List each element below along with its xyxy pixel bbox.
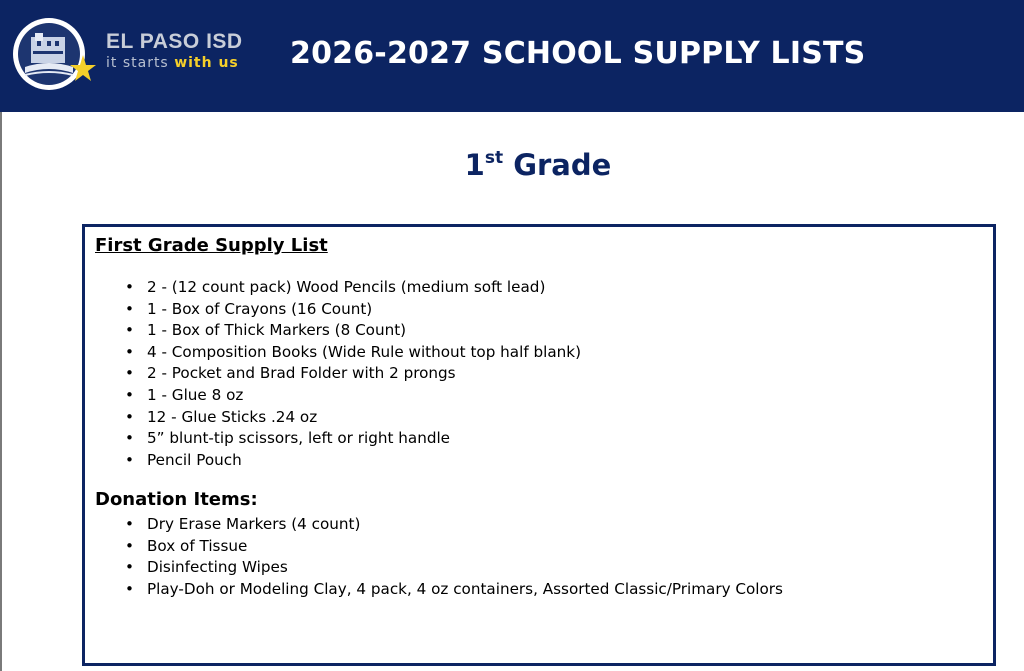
supply-list: [125, 277, 582, 471]
tagline-accent: with us: [174, 55, 239, 71]
brand-tagline: [106, 55, 243, 71]
list-item: [125, 320, 581, 342]
grade-title: [0, 148, 1024, 182]
bullet-icon: •: [125, 515, 134, 533]
grade-label: Grade: [503, 148, 612, 182]
bullet-icon: •: [125, 278, 134, 296]
bullet-icon: •: [125, 299, 134, 318]
brand-name: EL PASO ISD: [106, 30, 243, 53]
list-item: [125, 363, 581, 385]
list-item: [125, 557, 783, 579]
bullet-icon: •: [125, 450, 134, 469]
donation-heading: Donation Items:: [95, 489, 258, 510]
list-item-text: Box of Tissue: [147, 536, 248, 555]
list-item-text: 2 - (12 count pack) Wood Pencils (medium soft lead): [147, 278, 546, 296]
list-item: [125, 385, 581, 407]
page-header: [0, 0, 1024, 112]
list-item: [125, 450, 581, 472]
brand-block: [106, 30, 243, 71]
bullet-icon: •: [125, 364, 134, 383]
bullet-icon: •: [125, 429, 134, 448]
list-item-text: 2 - Pocket and Brad Folder with 2 prongs: [147, 364, 456, 383]
bullet-icon: •: [125, 342, 134, 361]
list-item: [125, 514, 783, 536]
list-item: [125, 579, 783, 601]
list-item-text: 4 - Composition Books (Wide Rule without top half blank): [147, 342, 582, 361]
list-item-text: 5” blunt-tip scissors, left or right handle: [147, 429, 451, 448]
list-item: [125, 299, 581, 321]
list-item-text: 1 - Box of Thick Markers (8 Count): [147, 321, 407, 340]
list-item-text: Disinfecting Wipes: [147, 558, 288, 577]
supply-list-box: [82, 224, 996, 666]
donation-list: [125, 514, 783, 600]
bullet-icon: •: [125, 558, 134, 577]
supply-list-heading: First Grade Supply List: [95, 235, 328, 256]
list-item-text: 12 - Glue Sticks .24 oz: [147, 407, 318, 426]
bullet-icon: •: [125, 407, 134, 426]
list-item-text: Dry Erase Markers (4 count): [147, 515, 361, 533]
tagline-prefix: it starts: [106, 55, 175, 71]
list-item-text: 1 - Box of Crayons (16 Count): [147, 299, 373, 318]
list-item-text: Play-Doh or Modeling Clay, 4 pack, 4 oz containers, Assorted Classic/Primary Colors: [147, 579, 783, 598]
bullet-icon: •: [125, 321, 134, 340]
left-divider: [0, 112, 2, 671]
list-item: [125, 277, 581, 299]
list-item: [125, 536, 783, 558]
el-paso-isd-logo: [11, 15, 97, 93]
list-item-text: Pencil Pouch: [147, 450, 242, 469]
grade-number: 1: [464, 148, 485, 182]
list-item: [125, 428, 581, 450]
list-item-text: 1 - Glue 8 oz: [147, 385, 244, 404]
grade-suffix: st: [484, 148, 504, 168]
list-item: [125, 407, 581, 429]
list-item: [125, 342, 582, 364]
bullet-icon: •: [125, 536, 134, 555]
bullet-icon: •: [125, 385, 134, 404]
bullet-icon: •: [125, 579, 134, 598]
page-title: 2026-2027 SCHOOL SUPPLY LISTS: [290, 36, 866, 71]
